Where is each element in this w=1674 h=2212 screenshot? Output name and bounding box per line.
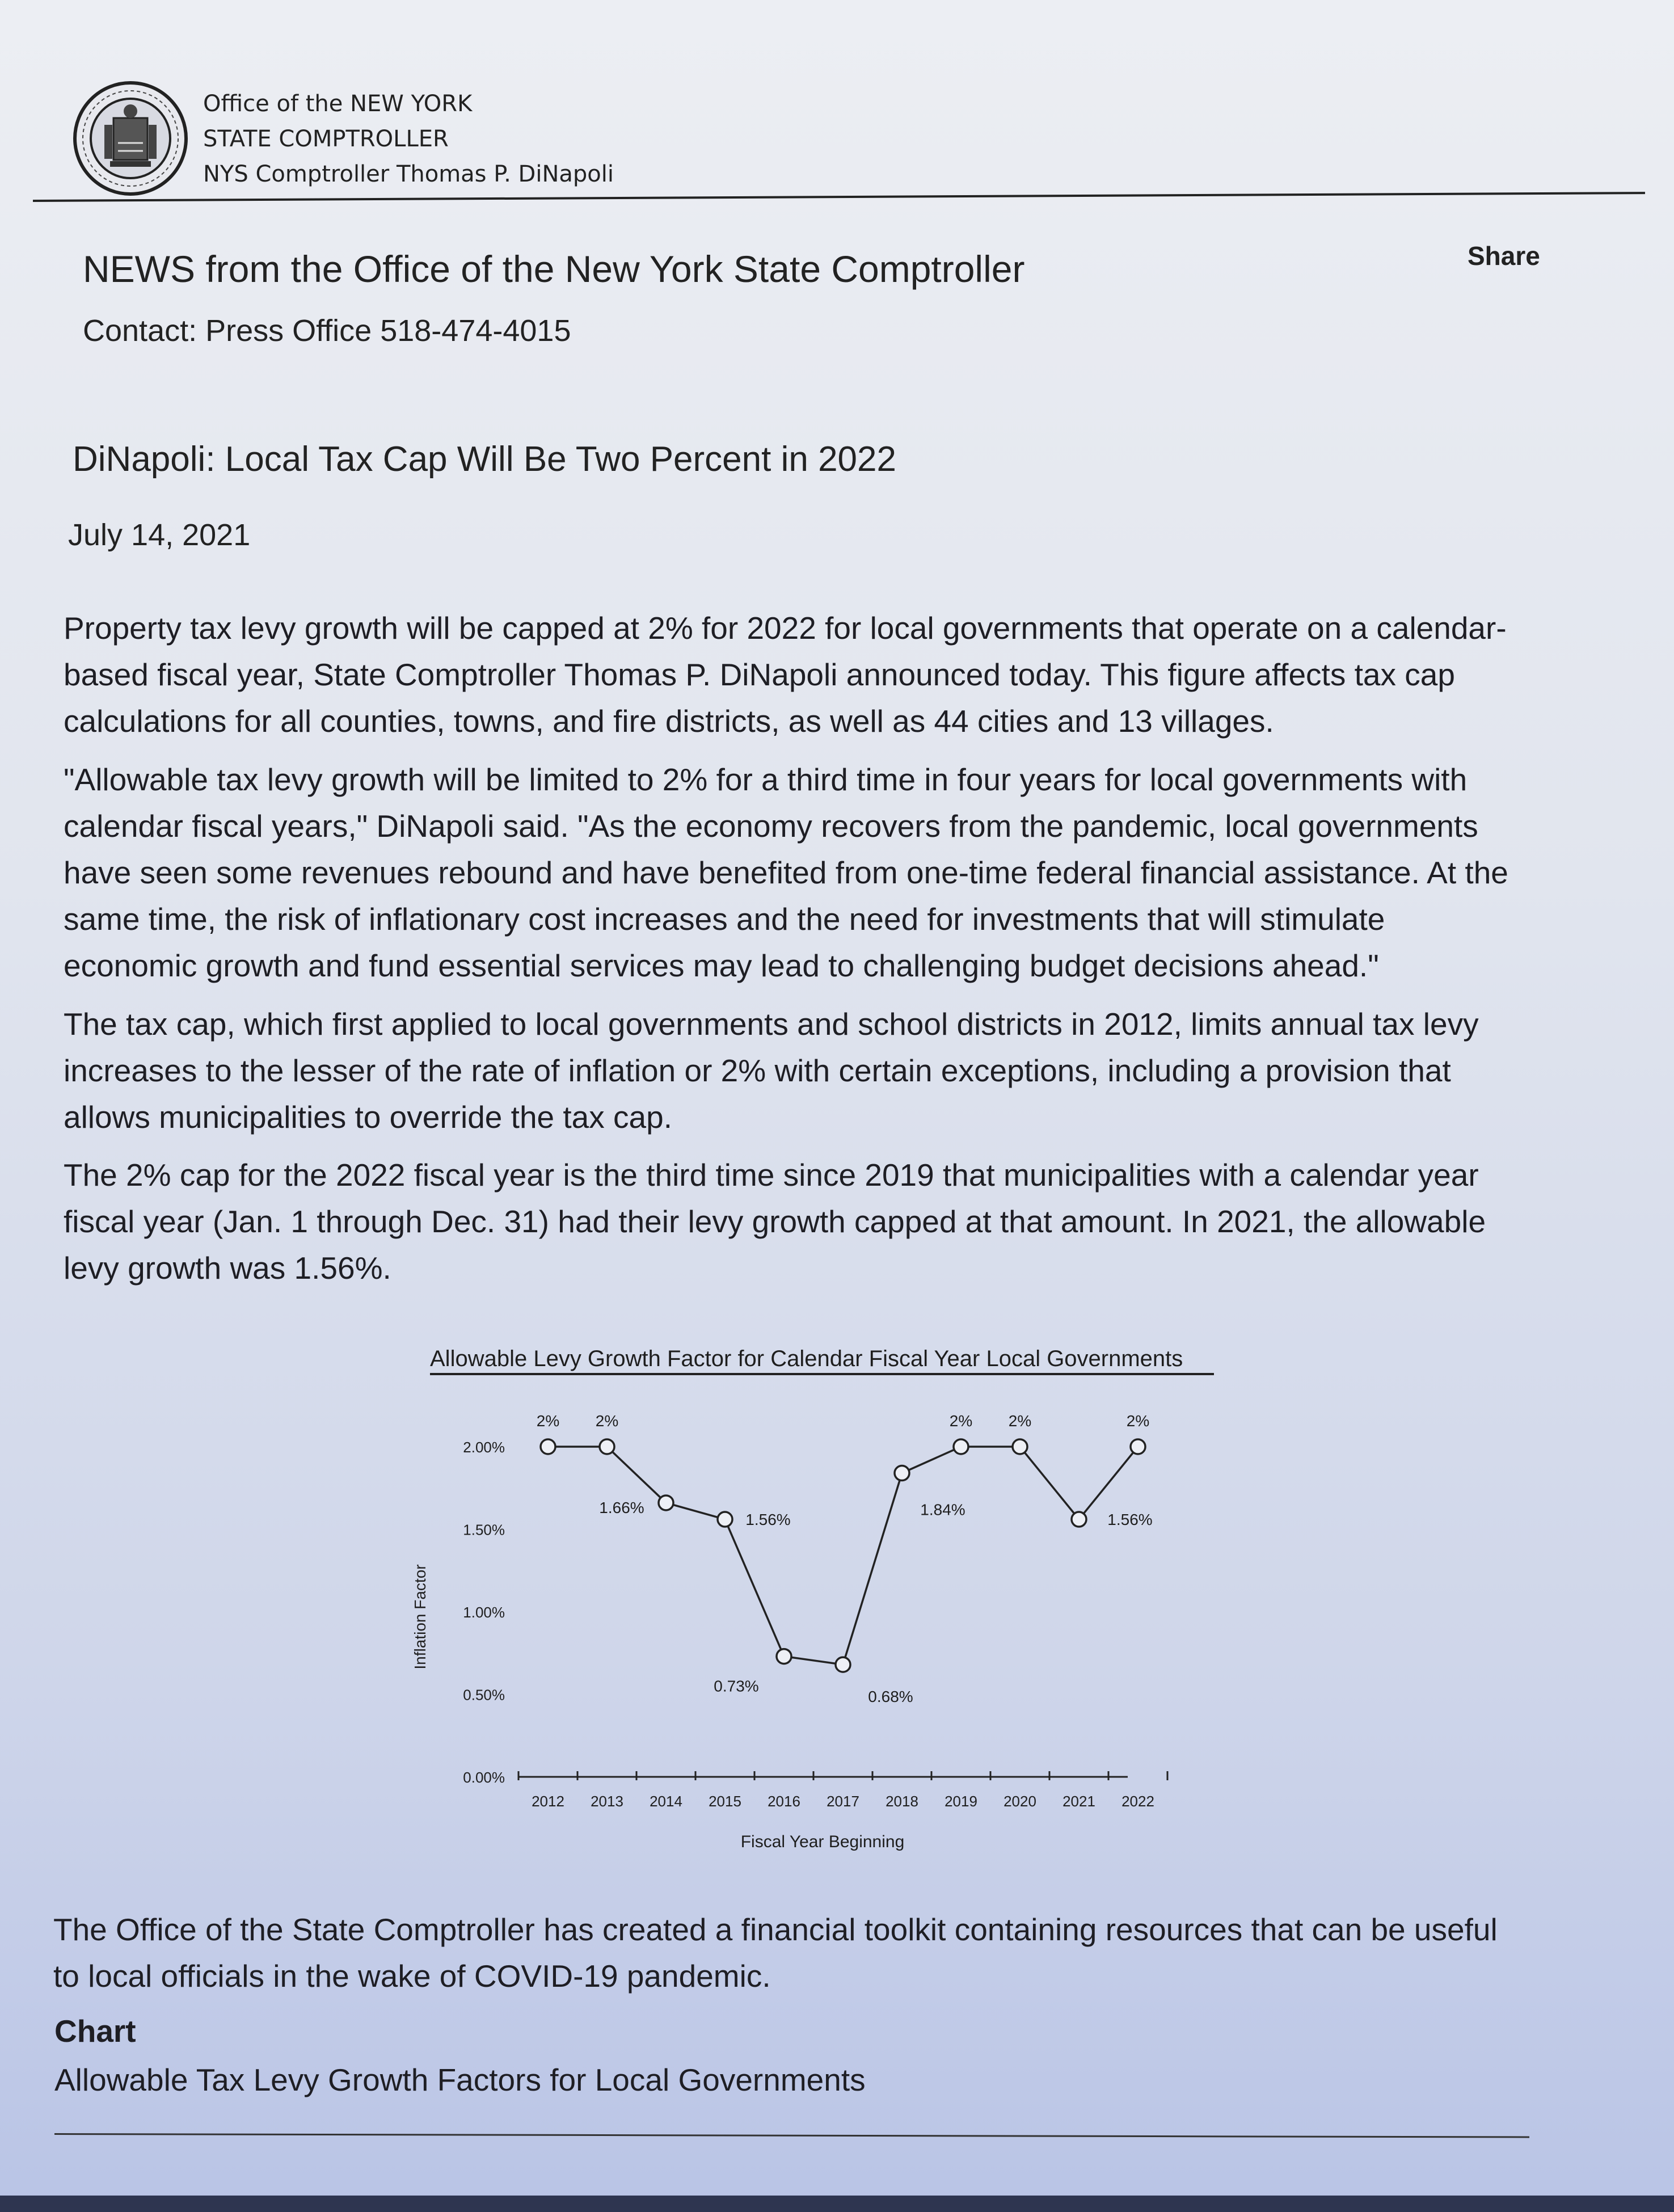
office-line-1: Office of the NEW YORK	[203, 91, 473, 117]
paragraph-line: levy growth was 1.56%.	[64, 1250, 391, 1286]
chart-svg	[397, 1345, 1237, 1878]
page-edge-shadow	[0, 2196, 1674, 2212]
data-label: 2%	[595, 1412, 619, 1430]
article-headline: DiNapoli: Local Tax Cap Will Be Two Percent in 2022	[73, 440, 897, 479]
paragraph-1	[64, 605, 1589, 744]
x-tick-label: 2022	[1121, 1793, 1154, 1810]
data-label: 2%	[1126, 1412, 1150, 1430]
paragraph-line: increases to the lesser of the rate of inflation or 2% with certain exceptions, including a provision that	[64, 1053, 1451, 1088]
paragraph-line: fiscal year (Jan. 1 through Dec. 31) had their levy growth capped at that amount. In 2021, the allowable	[64, 1204, 1486, 1239]
data-label: 1.56%	[745, 1511, 791, 1529]
data-point	[836, 1657, 850, 1672]
chart-link[interactable]: Allowable Tax Levy Growth Factors for Local Governments	[54, 2062, 866, 2097]
chart-title: Allowable Levy Growth Factor for Calendar Fiscal Year Local Governments	[430, 1346, 1183, 1371]
paragraph-line: based fiscal year, State Comptroller Thomas P. DiNapoli announced today. This figure affects tax cap	[64, 657, 1455, 692]
paragraph-line: calendar fiscal years," DiNapoli said. "As the economy recovers from the pandemic, local governments	[64, 808, 1478, 844]
y-axis	[463, 1439, 505, 1786]
levy-growth-chart	[397, 1345, 1237, 1878]
paragraph-line: have seen some revenues rebound and have benefited from one-time federal financial assistance. At the	[64, 855, 1508, 890]
y-tick-label: 2.00%	[463, 1439, 505, 1456]
data-label: 0.68%	[868, 1688, 913, 1706]
data-label: 1.66%	[599, 1498, 644, 1516]
x-tick-label: 2014	[650, 1793, 682, 1810]
paragraph-line: Property tax levy growth will be capped at 2% for 2022 for local governments that operate on a calendar-	[64, 610, 1507, 646]
y-tick-label: 1.50%	[463, 1521, 505, 1539]
data-label: 2%	[1008, 1412, 1032, 1430]
paragraph-line: to local officials in the wake of COVID-19 pandemic.	[53, 1958, 771, 1994]
paragraph-4	[64, 1152, 1589, 1291]
contact-line: Contact: Press Office 518-474-4015	[83, 314, 571, 348]
data-label: 1.84%	[920, 1501, 965, 1519]
header-divider	[33, 192, 1645, 202]
data-point	[1013, 1439, 1027, 1454]
data-point	[954, 1439, 968, 1454]
data-point	[1131, 1439, 1145, 1454]
paragraph-line: same time, the risk of inflationary cost increases and the need for investments that will stimulate	[64, 901, 1385, 937]
data-point	[895, 1466, 909, 1481]
data-label: 1.56%	[1107, 1511, 1153, 1529]
x-tick-label: 2021	[1062, 1793, 1095, 1810]
nys-comptroller-seal-icon	[73, 81, 189, 197]
x-axis	[518, 1771, 1167, 1810]
article-date: July 14, 2021	[68, 518, 251, 552]
x-tick-label: 2013	[591, 1793, 623, 1810]
paragraph-3	[64, 1001, 1589, 1140]
data-label: 0.73%	[714, 1677, 759, 1695]
bottom-divider	[54, 2133, 1529, 2138]
x-tick-label: 2019	[944, 1793, 977, 1810]
data-point	[718, 1512, 732, 1527]
paragraph-line: The 2% cap for the 2022 fiscal year is the third time since 2019 that municipalities with a calendar year	[64, 1157, 1479, 1193]
y-tick-label: 0.00%	[463, 1769, 505, 1786]
office-name-block	[203, 86, 614, 192]
x-tick-label: 2012	[532, 1793, 564, 1810]
y-tick-label: 1.00%	[463, 1604, 505, 1621]
y-tick-label: 0.50%	[463, 1686, 505, 1704]
data-point	[541, 1439, 555, 1454]
x-tick-label: 2020	[1003, 1793, 1036, 1810]
data-point	[777, 1649, 791, 1664]
paragraph-line: allows municipalities to override the tax cap.	[64, 1099, 673, 1135]
paragraph-line: The Office of the State Comptroller has created a financial toolkit containing resources that can be useful	[53, 1912, 1498, 1947]
series-line	[548, 1447, 1138, 1665]
data-point	[1072, 1512, 1086, 1527]
paragraph-line: The tax cap, which first applied to local governments and school districts in 2012, limits annual tax levy	[64, 1006, 1479, 1042]
paragraph-2	[64, 756, 1589, 989]
x-tick-label: 2017	[827, 1793, 859, 1810]
chart-section-heading: Chart	[54, 2013, 136, 2049]
data-label: 2%	[536, 1412, 560, 1430]
closing-paragraph	[53, 1906, 1596, 1999]
office-line-2: STATE COMPTROLLER	[203, 126, 449, 152]
share-link[interactable]: Share	[1468, 241, 1540, 271]
x-axis-label: Fiscal Year Beginning	[740, 1832, 905, 1851]
x-tick-label: 2018	[886, 1793, 918, 1810]
office-line-3: NYS Comptroller Thomas P. DiNapoli	[203, 161, 614, 187]
news-title: NEWS from the Office of the New York State Comptroller	[83, 248, 1025, 290]
data-label: 2%	[949, 1412, 973, 1430]
paragraph-line: economic growth and fund essential services may lead to challenging budget decisions ahead."	[64, 948, 1379, 983]
data-point	[600, 1439, 614, 1454]
data-point	[659, 1495, 673, 1510]
paragraph-line: calculations for all counties, towns, and fire districts, as well as 44 cities and 13 villages.	[64, 703, 1274, 739]
x-tick-label: 2016	[768, 1793, 800, 1810]
y-axis-label: Inflation Factor	[411, 1564, 429, 1670]
chart-series	[541, 1439, 1145, 1672]
paragraph-line: "Allowable tax levy growth will be limited to 2% for a third time in four years for local governments with	[64, 762, 1468, 797]
x-tick-label: 2015	[709, 1793, 741, 1810]
